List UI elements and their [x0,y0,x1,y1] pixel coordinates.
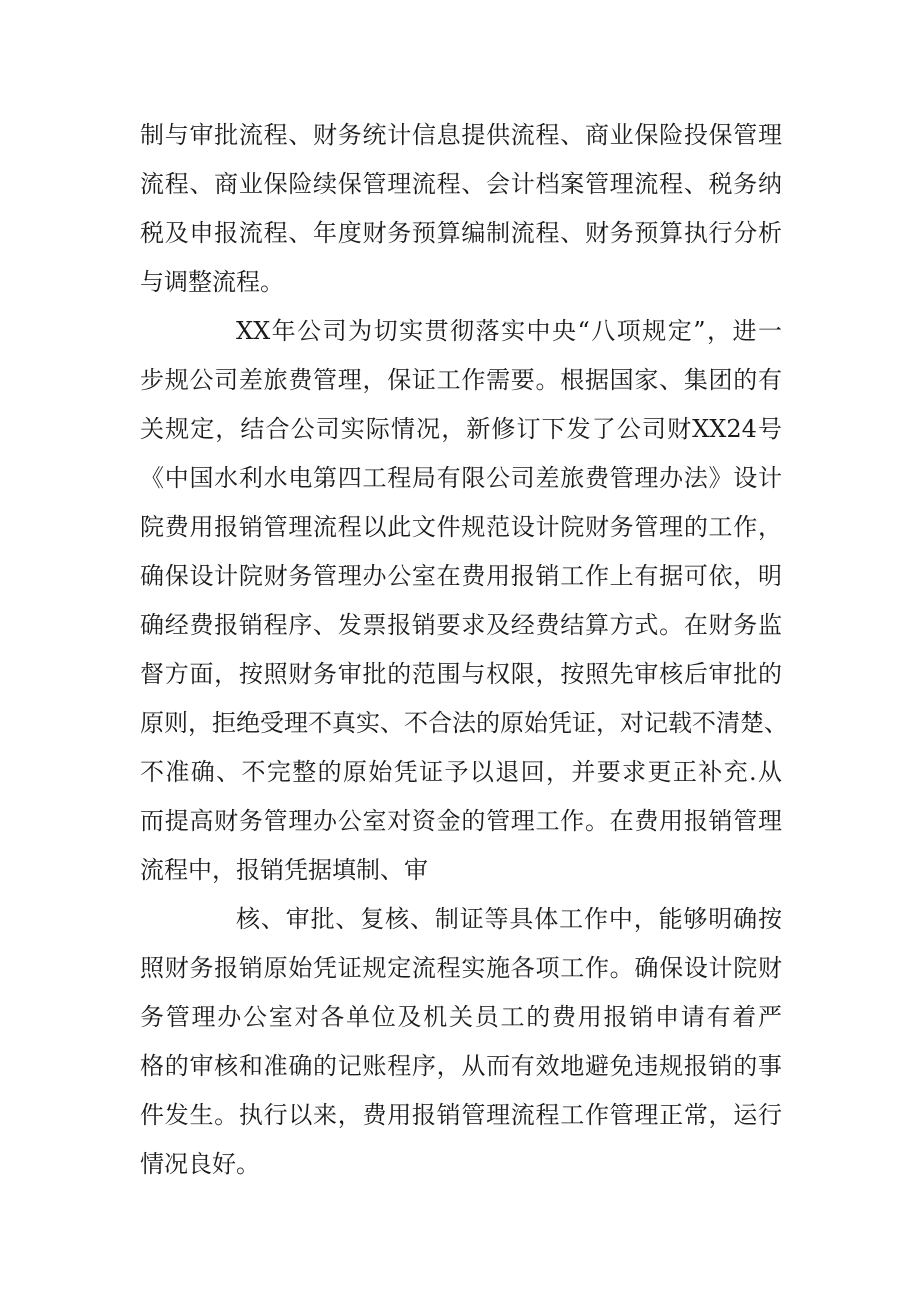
paragraph-3-line-4: 格的审核和准确的记账程序，从而有效地避免违规报销的事 [140,1052,782,1080]
text-line-2: 流程、商业保险续保管理流程、会计档案管理流程、税务纳 [140,170,782,198]
paragraph-2-line-7: 确经费报销程序、发票报销要求及经费结算方式。在财务监 [140,611,782,639]
paragraph-2-line-5: 院费用报销管理流程以此文件规范设计院财务管理的工作， [140,513,782,541]
paragraph-3-line-1: 核、审批、复核、制证等具体工作中，能够明确按 [236,905,782,933]
paragraph-2-line-2: 步规公司差旅费管理，保证工作需要。根据国家、集团的有 [140,366,782,394]
paragraph-2-line-4: 《中国水利水电第四工程局有限公司差旅费管理办法》设计 [140,464,782,492]
paragraph-2-line-10: 不准确、不完整的原始凭证予以退回，并要求更正补充.从 [140,758,782,786]
text-line-3: 税及申报流程、年度财务预算编制流程、财务预算执行分析 [140,219,782,247]
paragraph-2-line-1: XX年公司为切实贯彻落实中央“八项规定”，进一 [236,317,782,345]
paragraph-2-line-3: 关规定，结合公司实际情况，新修订下发了公司财XX24号 [140,415,782,443]
paragraph-3-line-5: 件发生。执行以来，费用报销管理流程工作管理正常，运行 [140,1101,782,1129]
paragraph-2-line-6: 确保设计院财务管理办公室在费用报销工作上有据可依，明 [140,562,782,590]
paragraph-3-line-2: 照财务报销原始凭证规定流程实施各项工作。确保设计院财 [140,954,782,982]
paragraph-2-line-12: 流程中，报销凭据填制、审 [140,856,428,884]
text-line-1: 制与审批流程、财务统计信息提供流程、商业保险投保管理 [140,121,782,149]
paragraph-3-line-3: 务管理办公室对各单位及机关员工的费用报销申请有着严 [140,1003,782,1031]
text-line-4: 与调整流程。 [140,268,284,296]
paragraph-2-line-9: 原则，拒绝受理不真实、不合法的原始凭证，对记载不清楚、 [140,709,788,737]
paragraph-3-line-6: 情况良好。 [140,1150,260,1178]
paragraph-2-line-11: 而提高财务管理办公室对资金的管理工作。在费用报销管理 [140,807,782,835]
paragraph-2-line-8: 督方面，按照财务审批的范围与权限，按照先审核后审批的 [140,660,782,688]
